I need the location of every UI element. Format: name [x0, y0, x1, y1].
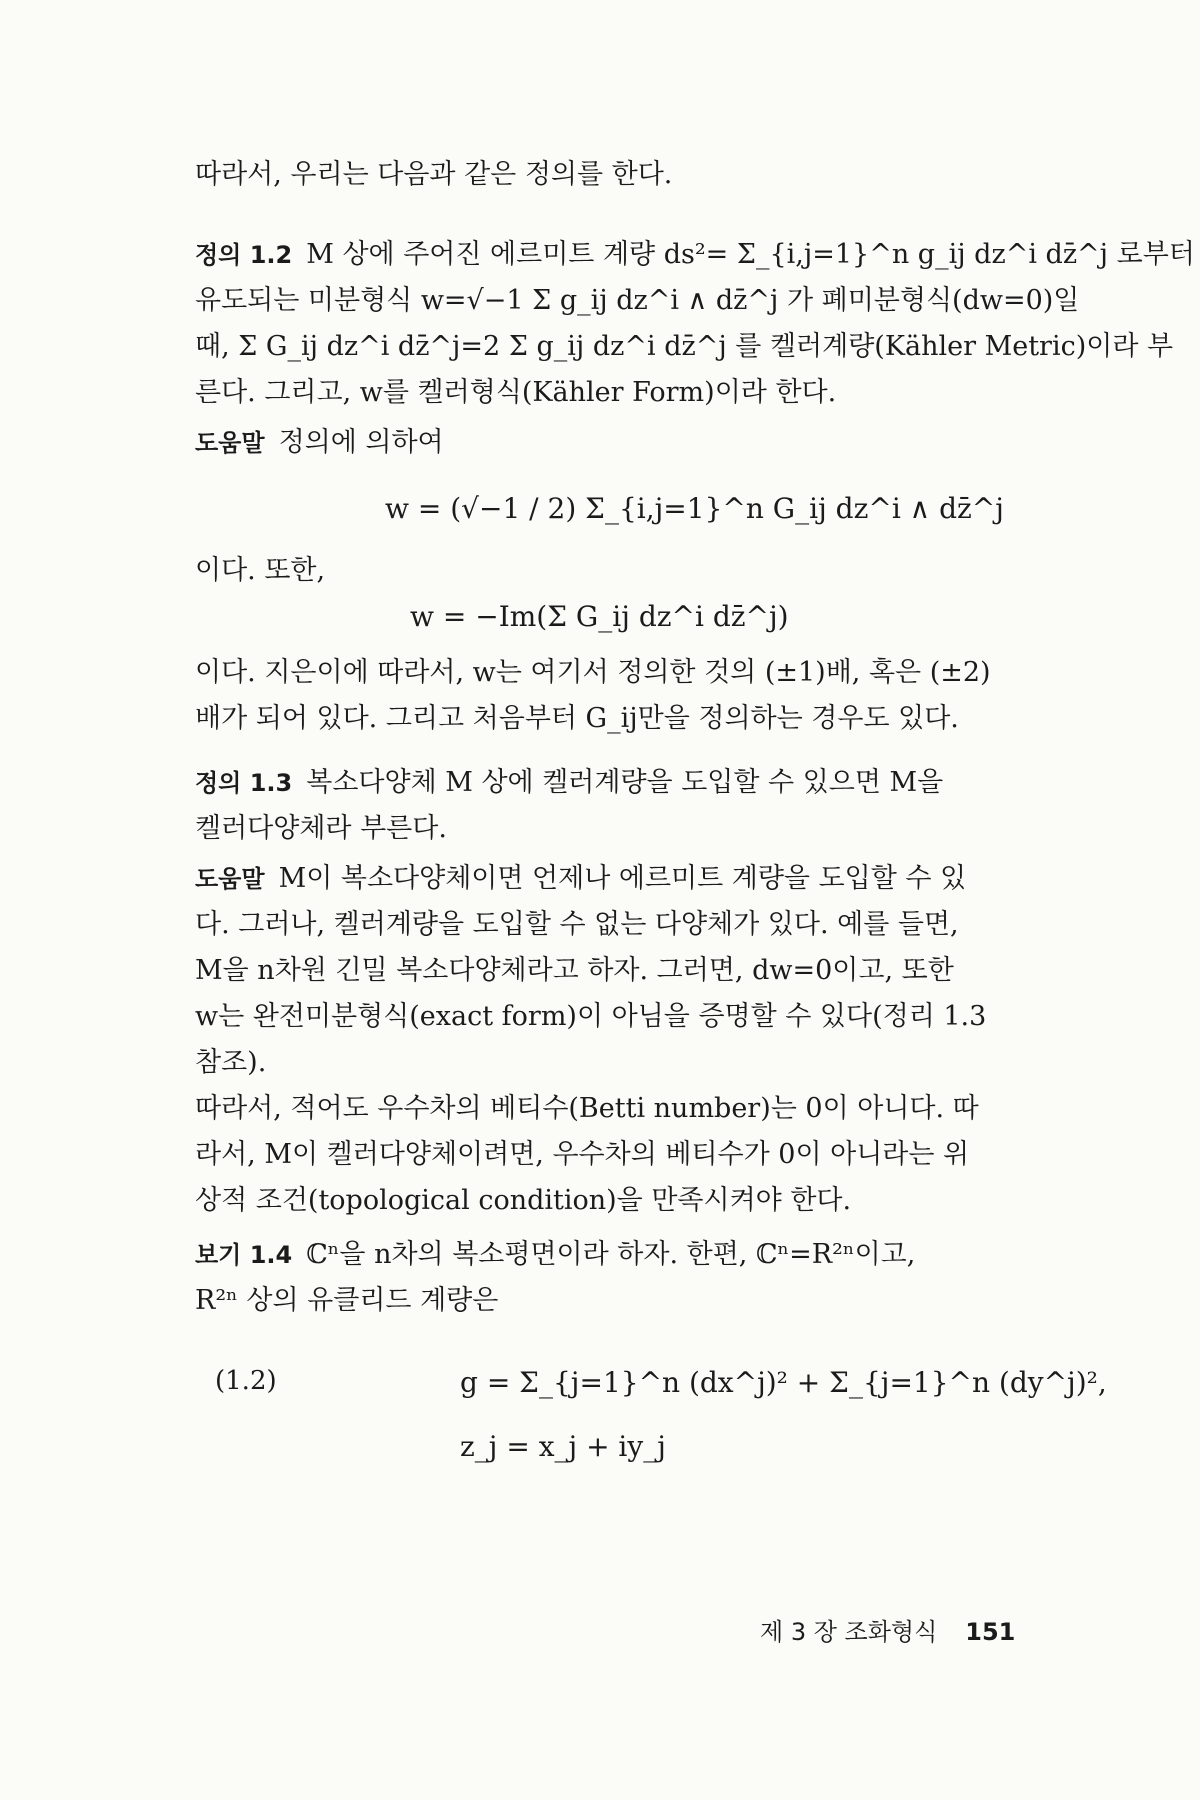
definition-text-line: 켈러다양체라 부른다. — [195, 813, 447, 844]
remark-text-line: 참조). — [195, 1047, 267, 1078]
intro-line: 따라서, 우리는 다음과 같은 정의를 한다. — [195, 159, 673, 190]
definition-label: 정의 1.3 — [195, 769, 293, 797]
equation-euclidean-metric: g = Σ_{j=1}^n (dx^j)² + Σ_{j=1}^n (dy^j)², — [460, 1366, 1107, 1399]
definition-1-3 — [195, 760, 1045, 852]
definition-text-line: M 상에 주어진 에르미트 계량 ds²= Σ_{i,j=1}^n g_ij dz^i dz̄^j 로부터 — [306, 239, 1195, 270]
remark-text: 정의에 의하여 — [278, 427, 444, 458]
definition-text-line: 른다. 그리고, w를 켈러형식(Kähler Form)이라 한다. — [195, 377, 837, 408]
definition-text-line: 유도되는 미분형식 w=√−1 Σ g_ij dz^i ∧ dz̄^j 가 폐미분형식(dw=0)일 — [195, 285, 1080, 316]
remark-text-line: M이 복소다양체이면 언제나 에르미트 계량을 도입할 수 있 — [278, 863, 967, 894]
remark-text-line: 다. 그러나, 켈러계량을 도입할 수 없는 다양체가 있다. 예를 들면, — [195, 909, 959, 940]
remark-1-after-eq2 — [195, 650, 1045, 742]
example-1-4 — [195, 1232, 1045, 1324]
remark-text-line: w는 완전미분형식(exact form)이 아님을 증명할 수 있다(정리 1.3 — [195, 1001, 987, 1032]
remark-1 — [195, 420, 1045, 466]
remark-label: 도움말 — [195, 429, 265, 457]
page-footer — [760, 1612, 1015, 1647]
example-label: 보기 1.4 — [195, 1241, 293, 1269]
chapter-title: 제 3 장 조화형식 — [760, 1618, 938, 1646]
remark-2 — [195, 856, 1045, 1224]
remark-text-line: 배가 되어 있다. 그리고 처음부터 G_ij만을 정의하는 경우도 있다. — [195, 703, 959, 734]
remark-text-line: 이다. 지은이에 따라서, w는 여기서 정의한 것의 (±1)배, 혹은 (±2) — [195, 657, 991, 688]
intro-paragraph — [195, 152, 1045, 198]
equation-w-sum: w = (√−1 / 2) Σ_{i,j=1}^n G_ij dz^i ∧ dz̄^j — [385, 492, 1004, 525]
definition-1-2 — [195, 232, 1195, 416]
remark-text-line: M을 n차원 긴밀 복소다양체라고 하자. 그러면, dw=0이고, 또한 — [195, 955, 954, 986]
remark-1-after-eq1 — [195, 548, 1045, 594]
equation-complex-coordinate: z_j = x_j + iy_j — [460, 1430, 666, 1463]
equation-w-im: w = −Im(Σ G_ij dz^i dz̄^j) — [410, 600, 789, 633]
definition-text-line: 복소다양체 M 상에 켈러계량을 도입할 수 있으면 M을 — [306, 767, 944, 798]
definition-text-line: 때, Σ G_ij dz^i dz̄^j=2 Σ g_ij dz^i dz̄^j 를 켈러계량(Kähler Metric)이라 부 — [195, 331, 1174, 362]
remark-text-line: 따라서, 적어도 우수차의 베티수(Betti number)는 0이 아니다. 따 — [195, 1093, 979, 1124]
page-number: 151 — [965, 1618, 1016, 1646]
remark-text: 이다. 또한, — [195, 555, 326, 586]
remark-text-line: 라서, M이 켈러다양체이려면, 우수차의 베티수가 0이 아니라는 위 — [195, 1139, 970, 1170]
remark-text-line: 상적 조건(topological condition)을 만족시켜야 한다. — [195, 1185, 852, 1216]
remark-label: 도움말 — [195, 865, 265, 893]
example-text-line: ℂⁿ을 n차의 복소평면이라 하자. 한편, ℂⁿ=R²ⁿ이고, — [306, 1239, 916, 1270]
equation-number: (1.2) — [215, 1366, 277, 1396]
definition-label: 정의 1.2 — [195, 241, 293, 269]
example-text-line: R²ⁿ 상의 유클리드 계량은 — [195, 1285, 499, 1316]
